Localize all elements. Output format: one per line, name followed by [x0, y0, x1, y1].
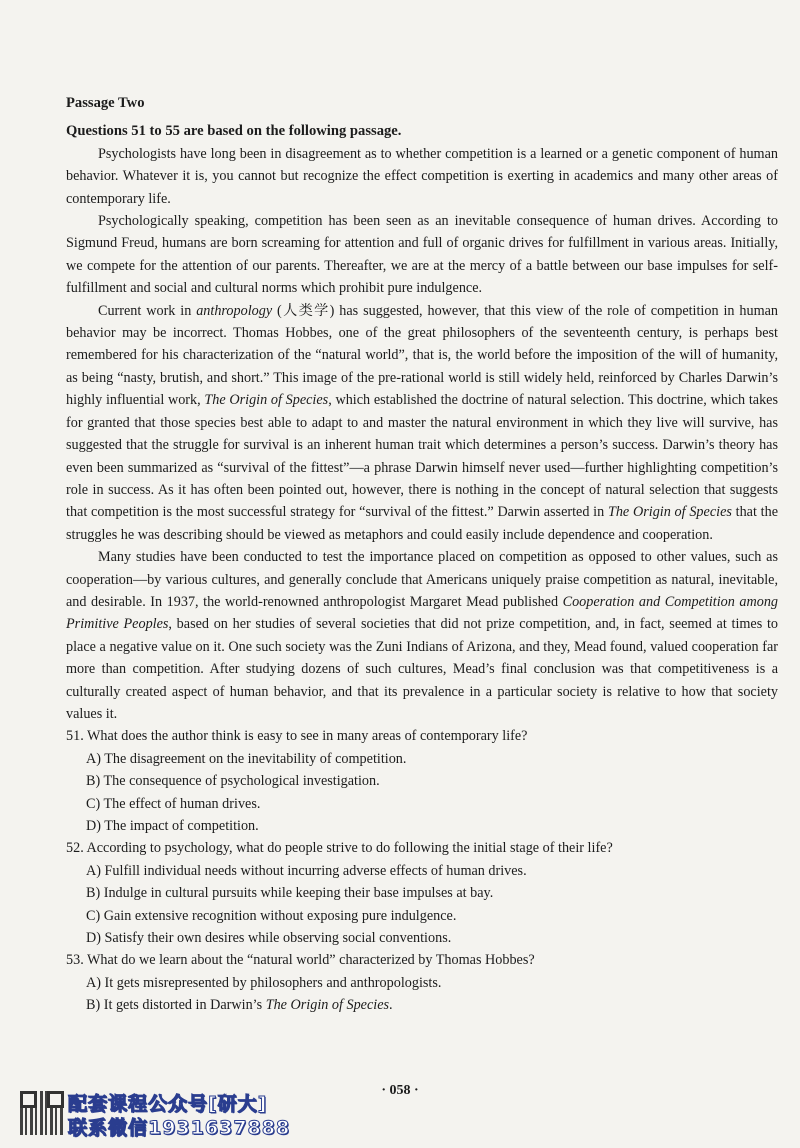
question-53	[66, 949, 778, 1016]
option-b-text: B) It gets distorted in Darwin’s	[86, 997, 266, 1014]
option-a: A) Fulfill individual needs without incurring adverse effects of human drives.	[86, 862, 527, 879]
watermark-line-1: 配套课程公众号[研大]	[68, 1093, 268, 1115]
watermark-line-2: 联系微信1931637888	[68, 1117, 291, 1139]
book-title: Cooperation and Competition among Primitive Peoples	[66, 593, 779, 633]
option-c: C) The effect of human drives.	[86, 795, 261, 812]
option-d: D) The impact of competition.	[86, 818, 259, 834]
paragraph-2: Psychologically speaking, competition has been seen as an inevitable consequence of human drives. According to Sigmund Freud, humans are born screaming for attention and full of organic drives for fulfillment in various areas. Initially, we compete for the attention of our parents. Thereafter, we are at the mercy of a battle between our base impulses for self-fulfillment and social and cultural norms which prohibit pure indulgence.	[66, 213, 778, 297]
paragraph-3-text: (人类学) has suggested, however, that this view of the role of competition in human behavior may be incorrect. Thomas Hobbes, one of the great philosophers of the seventeenth century, is perhaps best remembered for his characterization of the “natural world”, that is, the world before the imposition of the will of humanity, as being “nasty, brutish, and short.” This image of the pre-rational world is still widely held, reinforced by Charles Darwin’s highly influential work,	[66, 302, 778, 409]
question-stem: 51. What does the author think is easy to see in many areas of contemporary life?	[66, 728, 528, 745]
option-d: D) Satisfy their own desires while observing social conventions.	[86, 930, 452, 947]
passage-title: Passage Two	[66, 95, 145, 111]
question-51	[66, 725, 778, 837]
paragraph-4-text: Many studies have been conducted to test the importance placed on competition as opposed to other values, such as cooperation—by various cultures, and generally conclude that Americans uniquely praise competition as natural, inevitable, and desirable. In 1937, the world-renowned anthropologist Margaret Mead published	[66, 549, 778, 610]
qr-code-icon	[20, 1091, 64, 1135]
document-page	[66, 92, 778, 1017]
option-a: A) The disagreement on the inevitability of competition.	[86, 750, 407, 767]
option-b	[66, 994, 778, 1016]
option-c: C) Gain extensive recognition without exposing pure indulgence.	[86, 907, 457, 924]
option-b: B) The consequence of psychological investigation.	[86, 773, 380, 790]
option-a: A) It gets misrepresented by philosophers and anthropologists.	[86, 974, 442, 991]
question-52	[66, 837, 778, 949]
option-b-text: .	[389, 997, 393, 1014]
paragraph-3	[66, 300, 778, 546]
page-number: · 058 ·	[381, 1083, 419, 1098]
paragraph-3-text: , which established the doctrine of natural selection. This doctrine, which takes for granted that those species best able to adapt to and master the natural environment in which they live will survive, has suggested that the struggle for survival is an inherent human trait which determines a person’s success. Darwin’s theory has even been summarized as “survival of the fittest”—a phrase Darwin himself never used—further highlighting competition’s role in success. As it has often been pointed out, however, there is nothing in the concept of natural selection that suggests that competition is the most successful strategy for “survival of the fittest.” Darwin asserted in	[66, 392, 779, 521]
book-title: The Origin of Species	[265, 997, 390, 1014]
paragraph-4-text: , based on her studies of several societies that did not prize competition, and, in fact, seemed at times to place a negative value on it. One such society was the Zuni Indians of Arizona, and they, Mead found, valued cooperation far more than competition. After studying dozens of such cultures, Mead’s final conclusion was that competitiveness is a culturally created aspect of human behavior, and that its prevalence in a particular society is relative to how that society values it.	[66, 616, 778, 722]
paragraph-4	[66, 546, 778, 725]
paragraph-3-italic: anthropology	[196, 302, 273, 319]
question-stem: 53. What do we learn about the “natural world” characterized by Thomas Hobbes?	[66, 952, 535, 969]
book-title: The Origin of Species	[607, 504, 732, 521]
option-b: B) Indulge in cultural pursuits while keeping their base impulses at bay.	[86, 885, 494, 902]
question-stem: 52. According to psychology, what do people strive to do following the initial stage of their life?	[66, 840, 613, 857]
book-title: The Origin of Species	[204, 392, 329, 409]
paragraph-3-text: Current work in	[98, 302, 197, 319]
paragraph-3-text: that the struggles he was describing should be viewed as metaphors and could easily include dependence and cooperation.	[66, 504, 778, 543]
instructions: Questions 51 to 55 are based on the following passage.	[66, 123, 402, 140]
watermark	[20, 1089, 320, 1141]
paragraph-1: Psychologists have long been in disagreement as to whether competition is a learned or a genetic component of human behavior. Whatever it is, you cannot but recognize the effect competition is exerting in academics and many other areas of contemporary life.	[66, 145, 778, 207]
